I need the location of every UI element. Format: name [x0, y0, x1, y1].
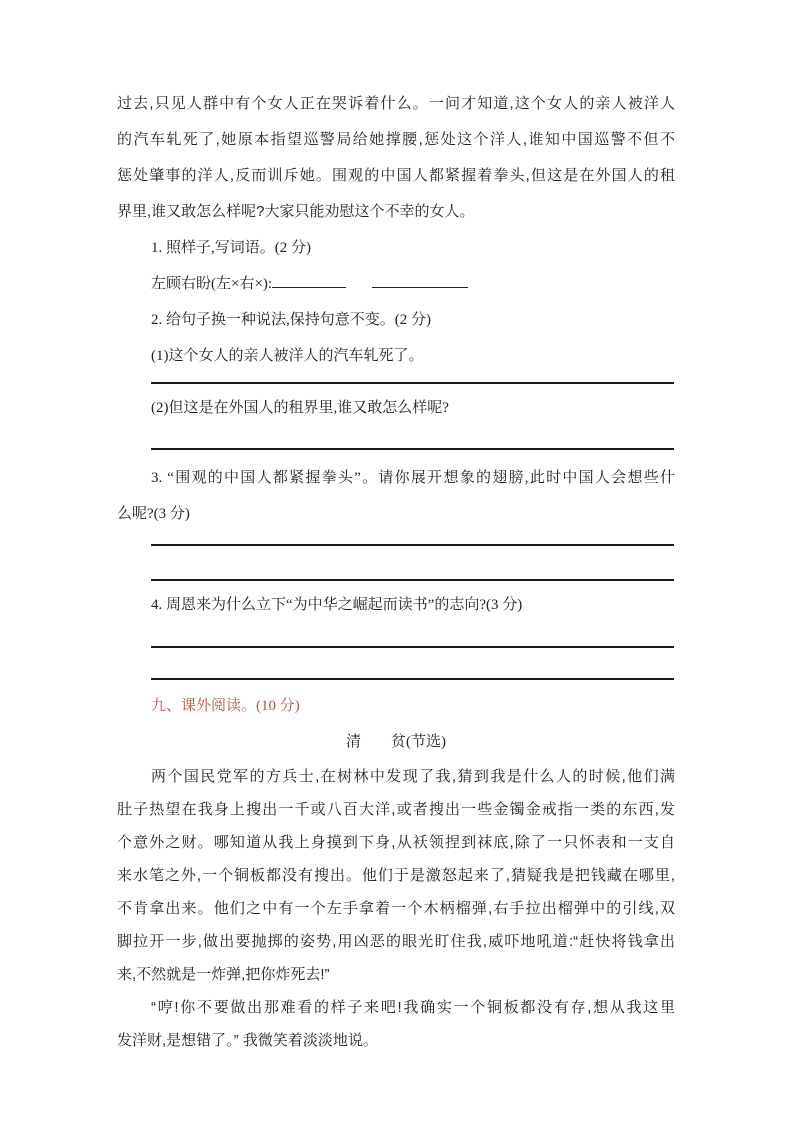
- answer-line: [151, 544, 674, 546]
- passage-line: 肚子热望在我身上搜出一千或八百大洋,或者搜出一些金镯金戒指一类的东西,发: [117, 801, 675, 818]
- question-1-fill-prefix: 左顾右盼(左×右×):: [151, 276, 273, 292]
- answer-line: [151, 448, 674, 450]
- intro-line: 界里,谁又敢怎么样呢?大家只能劝慰这个不幸的女人。: [117, 203, 475, 220]
- answer-blank: [272, 275, 346, 288]
- question-1-label: 1. 照样子,写词语。(2 分): [151, 240, 311, 256]
- intro-line: 惩处肇事的洋人,反而训斥她。围观的中国人都紧握着拳头,但这是在外国人的租: [117, 167, 675, 184]
- question-3-line2: 么呢?(3 分): [117, 506, 190, 522]
- passage-line: 脚拉开一步,做出要抛掷的姿势,用凶恶的眼光盯住我,威吓地吼道:“赶快将钱拿出: [117, 933, 675, 950]
- question-1-fill-line: [117, 266, 675, 302]
- passage-line: 发洋财,是想错了。” 我微笑着淡淡地说。: [117, 1032, 378, 1049]
- question-2-sub1: (1)这个女人的亲人被洋人的汽车轧死了。: [151, 348, 424, 364]
- question-2-label: 2. 给句子换一种说法,保持句意不变。(2 分): [151, 312, 431, 328]
- question-3-line1: 3. “围观的中国人都紧握拳头”。请你展开想象的翅膀,此时中国人会想些什: [151, 470, 675, 486]
- intro-line: 的汽车轧死了,她原本指望巡警局给她撑腰,惩处这个洋人,谁知中国巡警不但不: [117, 131, 675, 148]
- answer-line: [151, 678, 674, 680]
- passage-line: “哼!你不要做出那难看的样子来吧!我确实一个铜板都没有存,想从我这里: [151, 999, 675, 1016]
- question-2-sub2: (2)但这是在外国人的租界里,谁又敢怎么样呢?: [151, 400, 449, 416]
- section-header: 九、课外阅读。(10 分): [151, 698, 300, 714]
- reading-paragraph-2: [117, 991, 675, 1057]
- passage-line: 来,不然就是一炸弹,把你炸死去!”: [117, 966, 330, 983]
- passage-line: 不肯拿出来。他们之中有一个左手拿着一个木柄榴弹,右手拉出榴弹中的引线,双: [117, 900, 675, 917]
- reading-title: 清 贫(节选): [346, 734, 446, 750]
- page-content: [117, 86, 675, 1057]
- intro-paragraph: [117, 86, 675, 230]
- passage-line: 来水笔之外,一个铜板都没有搜出。他们于是激怒起来了,猜疑我是把钱藏在哪里,: [117, 867, 675, 884]
- answer-line: [151, 382, 674, 384]
- question-4-label: 4. 周恩来为什么立下“为中华之崛起而读书”的志向?(3 分): [151, 597, 523, 613]
- passage-line: 个意外之财。哪知道从我上身摸到下身,从袄领捏到袜底,除了一只怀表和一支自: [117, 834, 675, 851]
- answer-line: [151, 579, 674, 581]
- answer-line: [151, 646, 674, 648]
- answer-blank: [372, 275, 468, 288]
- passage-line: 两个国民党军的方兵士,在树林中发现了我,猜到我是什么人的时候,他们满: [151, 768, 675, 785]
- intro-line: 过去,只见人群中有个女人正在哭诉着什么。一问才知道,这个女人的亲人被洋人: [117, 95, 675, 112]
- reading-paragraph-1: [117, 760, 675, 991]
